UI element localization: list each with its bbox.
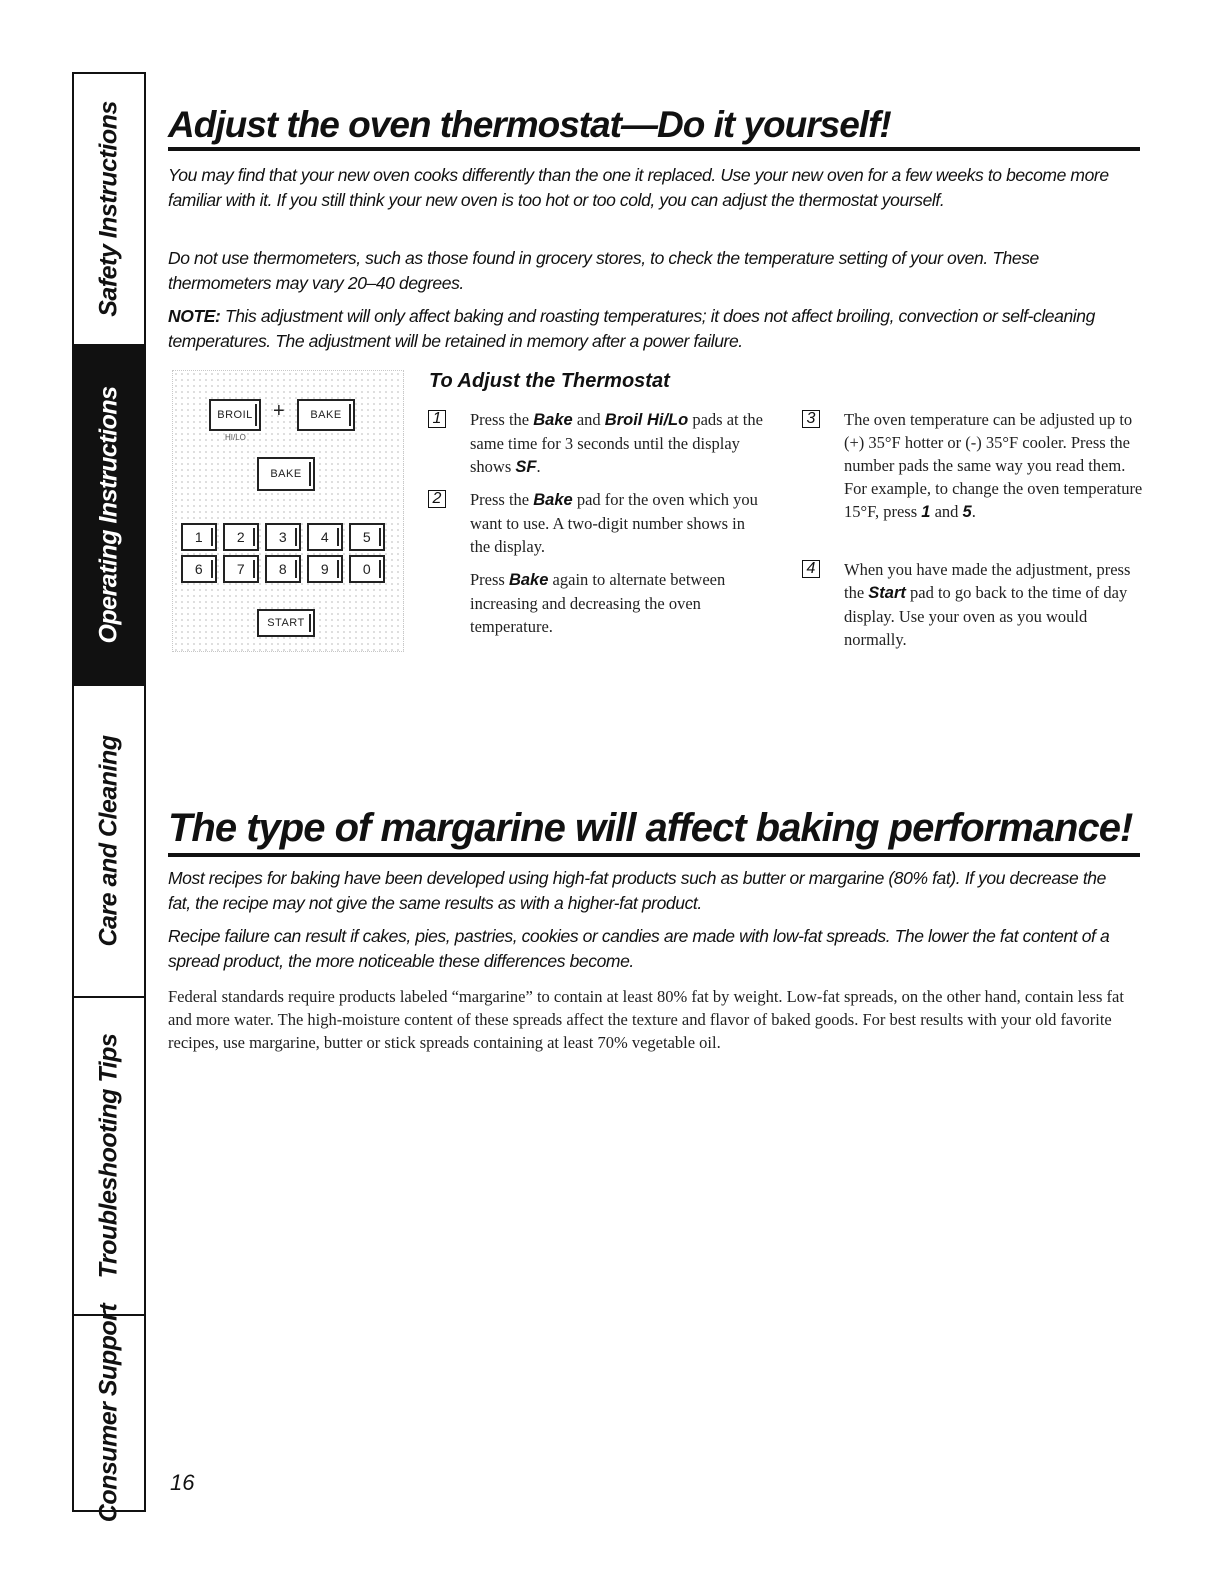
step-text: When you have made the adjustment, press the Start pad to go back to the time of day display. Use your oven as you would normally. [844, 560, 1131, 649]
number-key-3: 3 [265, 523, 301, 551]
intro-paragraph: You may find that your new oven cooks differently than the one it replaced. Use your new oven for a few weeks to become more familiar with it. If you still think your new oven is too hot or too cold, you can adjust the thermostat yourself. [168, 165, 1109, 210]
number-key-2: 2 [223, 523, 259, 551]
number-key-9: 9 [307, 555, 343, 583]
broil-key-label: BROIL [217, 409, 253, 421]
tab-operating-instructions[interactable] [74, 346, 144, 686]
broil-key-sublabel: HI/LO [225, 433, 246, 442]
tab-safety-instructions[interactable] [74, 74, 144, 346]
tab-consumer-support[interactable] [74, 1303, 144, 1523]
note-label: NOTE: [168, 306, 221, 326]
number-key-1: 1 [181, 523, 217, 551]
bake-key-label: BAKE [270, 468, 302, 480]
margarine-intro: Most recipes for baking have been developed using high-fat products such as butter or margarine (80% fat). If you decrease the fat, the recipe may not give the same results as with a higher-fat product. [168, 868, 1106, 913]
step-number: 3 [802, 410, 820, 428]
step-number: 2 [428, 490, 446, 508]
number-key-5: 5 [349, 523, 385, 551]
tab-label: Safety Instructions [94, 101, 123, 317]
adjust-thermostat-subhead: To Adjust the Thermostat [429, 370, 670, 392]
step-text: Press the Bake and Broil Hi/Lo pads at the same time for 3 seconds until the display shows SF. [470, 410, 763, 476]
tab-label: Consumer Support [94, 1303, 123, 1523]
recipe-failure-paragraph: Recipe failure can result if cakes, pies, pastries, cookies or candies are made with low-fat spreads. The lower the fat content of a spread product, the more noticeable these differences become. [168, 926, 1110, 971]
federal-standards-paragraph: Federal standards require products labeled “margarine” to contain at least 80% fat by weight. Low-fat spreads, on the other hand, contain less fat and more water. The high-moisture content of these spreads affect the texture and flavor of baked goods. For best results with your old favorite recipes, use margarine, butter or stick spreads containing at least 70% vegetable oil. [168, 987, 1124, 1052]
bake-key-top [297, 399, 355, 431]
control-panel-illustration [172, 370, 404, 652]
title-rule [168, 147, 1140, 151]
page-number: 16 [170, 1470, 195, 1495]
number-key-6: 6 [181, 555, 217, 583]
note-paragraph [168, 304, 1128, 354]
tab-care-and-cleaning[interactable] [74, 686, 144, 998]
broil-key [209, 399, 261, 431]
number-key-4: 4 [307, 523, 343, 551]
step-text: The oven temperature can be adjusted up to (+) 35°F hotter or (-) 35°F cooler. Press the number pads the same way you read them. For example, to change the oven temperature 15°F, press 1 and 5. [844, 410, 1143, 521]
start-key [257, 609, 315, 637]
bake-key [257, 457, 315, 491]
note-text: This adjustment will only affect baking and roasting temperatures; it does not affect broiling, convection or self-cleaning temperatures. The adjustment will be retained in memory after a power failure. [168, 306, 1095, 351]
bake-key-top-label: BAKE [310, 409, 342, 421]
tab-label: Care and Cleaning [94, 735, 123, 947]
step-text: Press the Bake pad for the oven which you want to use. A two-digit number shows in the display. [470, 490, 758, 556]
tab-label: Troubleshooting Tips [94, 1033, 123, 1279]
title-rule [168, 853, 1140, 857]
step-number: 4 [802, 560, 820, 578]
number-key-0: 0 [349, 555, 385, 583]
side-tab-navigation [72, 72, 146, 1523]
number-key-7: 7 [223, 555, 259, 583]
tab-label: Operating Instructions [94, 386, 123, 644]
start-key-label: START [267, 617, 305, 629]
step-number: 1 [428, 410, 446, 428]
section-title-margarine: The type of margarine will affect baking performance! [168, 806, 1133, 850]
step-text: Press Bake again to alternate between increasing and decreasing the oven temperature. [470, 570, 726, 636]
section-title-thermostat: Adjust the oven thermostat—Do it yourself! [168, 104, 891, 145]
tab-troubleshooting-tips[interactable] [74, 998, 144, 1316]
thermometer-warning: Do not use thermometers, such as those found in grocery stores, to check the temperature setting of your oven. These thermometers may vary 20–40 degrees. [168, 248, 1039, 293]
plus-sign: + [273, 400, 285, 422]
number-key-8: 8 [265, 555, 301, 583]
